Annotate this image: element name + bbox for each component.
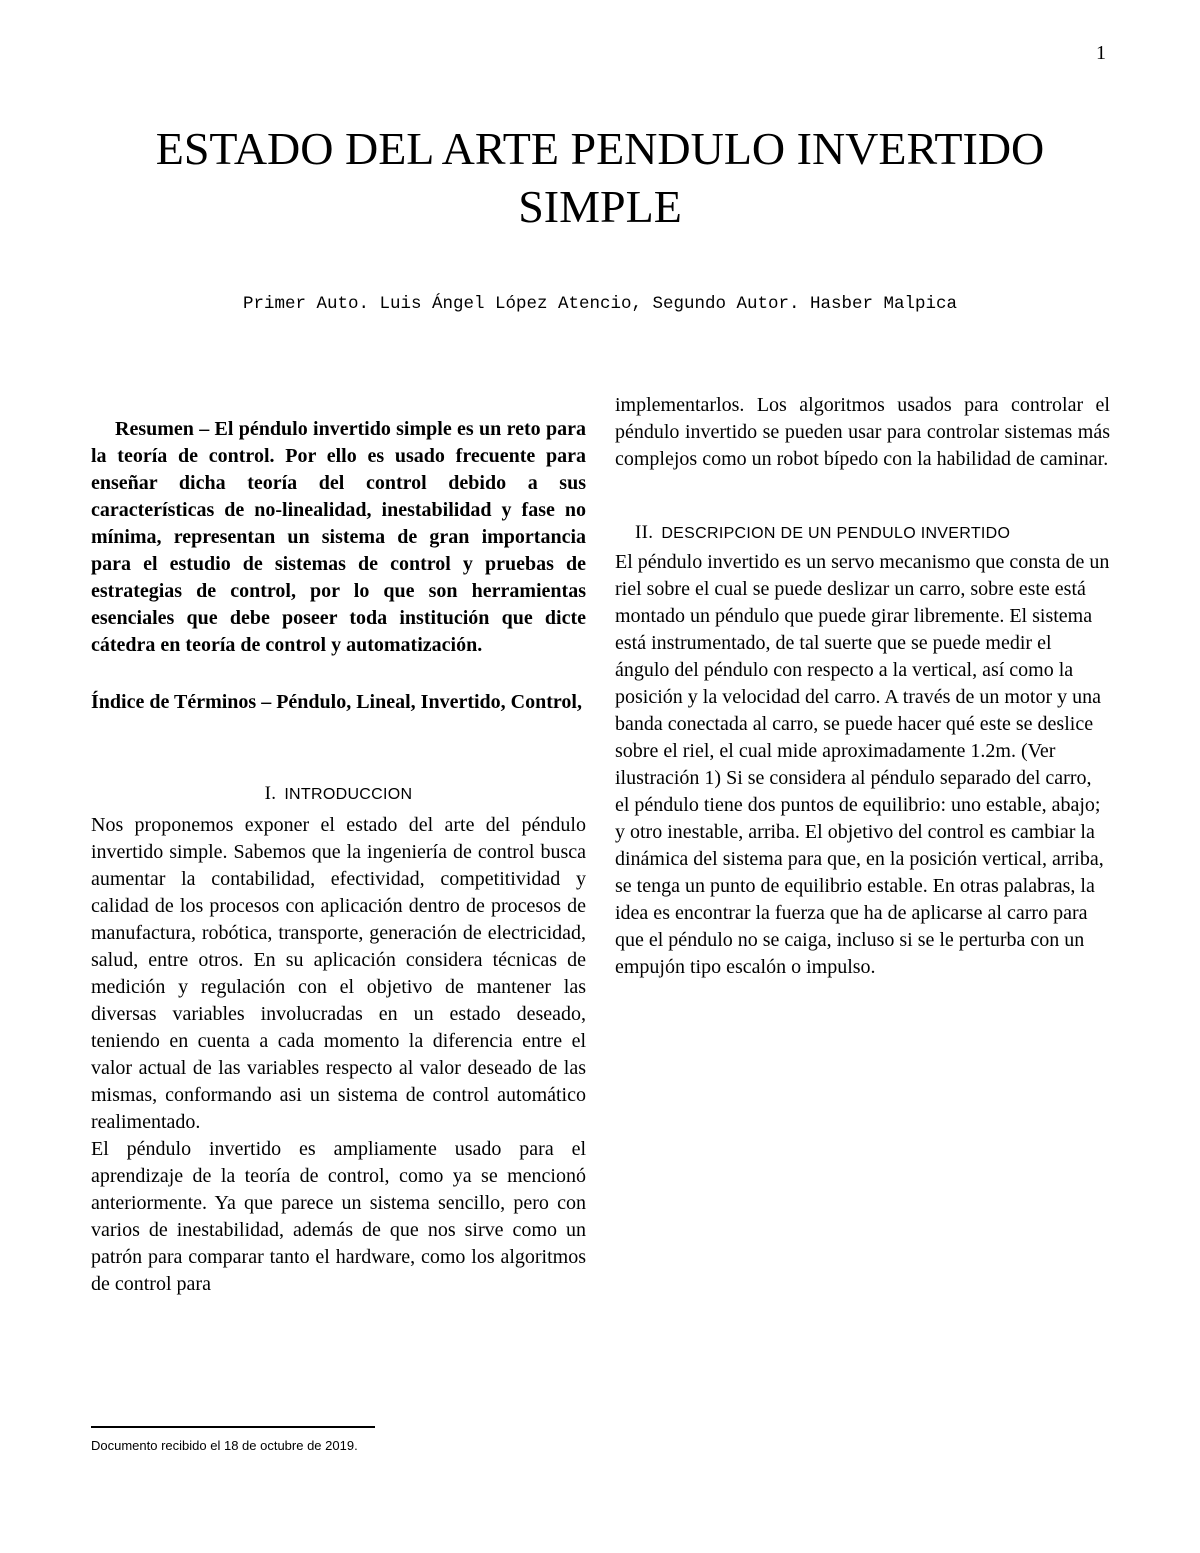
section-heading-descripcion bbox=[615, 519, 1110, 547]
abstract bbox=[91, 416, 586, 659]
descripcion-paragraph: El péndulo invertido es un servo mecanismo que consta de un riel sobre el cual se puede deslizar un carro, sobre este está montado un péndulo que puede girar libremente. El sistema está instrumentado, de tal suerte que se puede medir el ángulo del péndulo con respecto a la vertical, así como la posición y la velocidad del carro. A través de un motor y una banda conectada al carro, se puede hacer qué este se deslice sobre el riel, el cual mide aproximadamente 1.2m. (Ver ilustración 1) Si se considera al péndulo separado del carro, el péndulo tiene dos puntos de equilibrio: uno estable, abajo; y otro inestable, arriba. El objetivo del control es cambiar la dinámica del sistema para que, en la posición vertical, arriba, se tenga un punto de equilibrio estable. En otras palabras, la idea es encontrar la fuerza que ha de aplicarse al carro para que el péndulo no se caiga, incluso si se le perturba con un empujón tipo escalón o impulso. bbox=[615, 551, 1110, 978]
section-heading-introduccion bbox=[91, 780, 586, 808]
intro-paragraph-1: Nos proponemos exponer el estado del arte del péndulo invertido simple. Sabemos que la ingeniería de control busca aumentar la contabilidad, efectividad, competitividad y calidad de los procesos con aplicación dentro de procesos de manufactura, robótica, transporte, generación de electricidad, salud, entre otros. En su aplicación considera técnicas de medición y regulación con el objetivo de mantener las diversas variables involucradas en un estado deseado, teniendo en cuenta a cada momento la diferencia entre el valor actual de las variables respecto al valor deseado de las mismas, conformando asi un sistema de control automático realimentado. bbox=[91, 814, 586, 1133]
section-number: I. bbox=[264, 783, 277, 804]
intro-paragraph-2-continued: implementarlos. Los algoritmos usados para controlar el péndulo invertido se pueden usar para controlar sistemas más complejos como un robot bípedo con la habilidad de caminar. bbox=[615, 394, 1110, 470]
author-line: Primer Auto. Luis Ángel López Atencio, Segundo Autor. Hasber Malpica bbox=[242, 294, 958, 314]
left-column bbox=[91, 416, 586, 1298]
paper-title: ESTADO DEL ARTE PENDULO INVERTIDO SIMPLE bbox=[155, 123, 1045, 232]
index-terms: Índice de Términos – Péndulo, Lineal, Invertido, Control, bbox=[91, 691, 582, 713]
right-column bbox=[615, 392, 1110, 981]
footnote-divider bbox=[91, 1426, 375, 1428]
section-title: INTRODUCCION bbox=[284, 786, 413, 803]
section-number: II. bbox=[635, 522, 654, 543]
page-number: 1 bbox=[1096, 42, 1106, 64]
section-title: DESCRIPCION DE UN PENDULO INVERTIDO bbox=[661, 525, 1011, 542]
intro-paragraph-2: El péndulo invertido es ampliamente usado para el aprendizaje de la teoría de control, como ya se mencionó anteriormente. Ya que parece un sistema sencillo, pero con varios de inestabilidad, además de que nos sirve como un patrón para comparar tanto el hardware, como los algoritmos de control para bbox=[91, 1138, 586, 1295]
abstract-text: Resumen – El péndulo invertido simple es un reto para la teoría de control. Por ello es usado frecuente para enseñar dicha teoría del control debido a sus características de no-linealidad, inestabilidad y fase no mínima, representan un sistema de gran importancia para el estudio de sistemas de control y pruebas de estrategias de control, por lo que son herramientas esenciales que debe poseer toda institución que dicte cátedra en teoría de control y automatización. bbox=[91, 418, 586, 656]
footnote: Documento recibido el 18 de octubre de 2019. bbox=[91, 1438, 358, 1453]
abstract-indent bbox=[91, 418, 115, 440]
